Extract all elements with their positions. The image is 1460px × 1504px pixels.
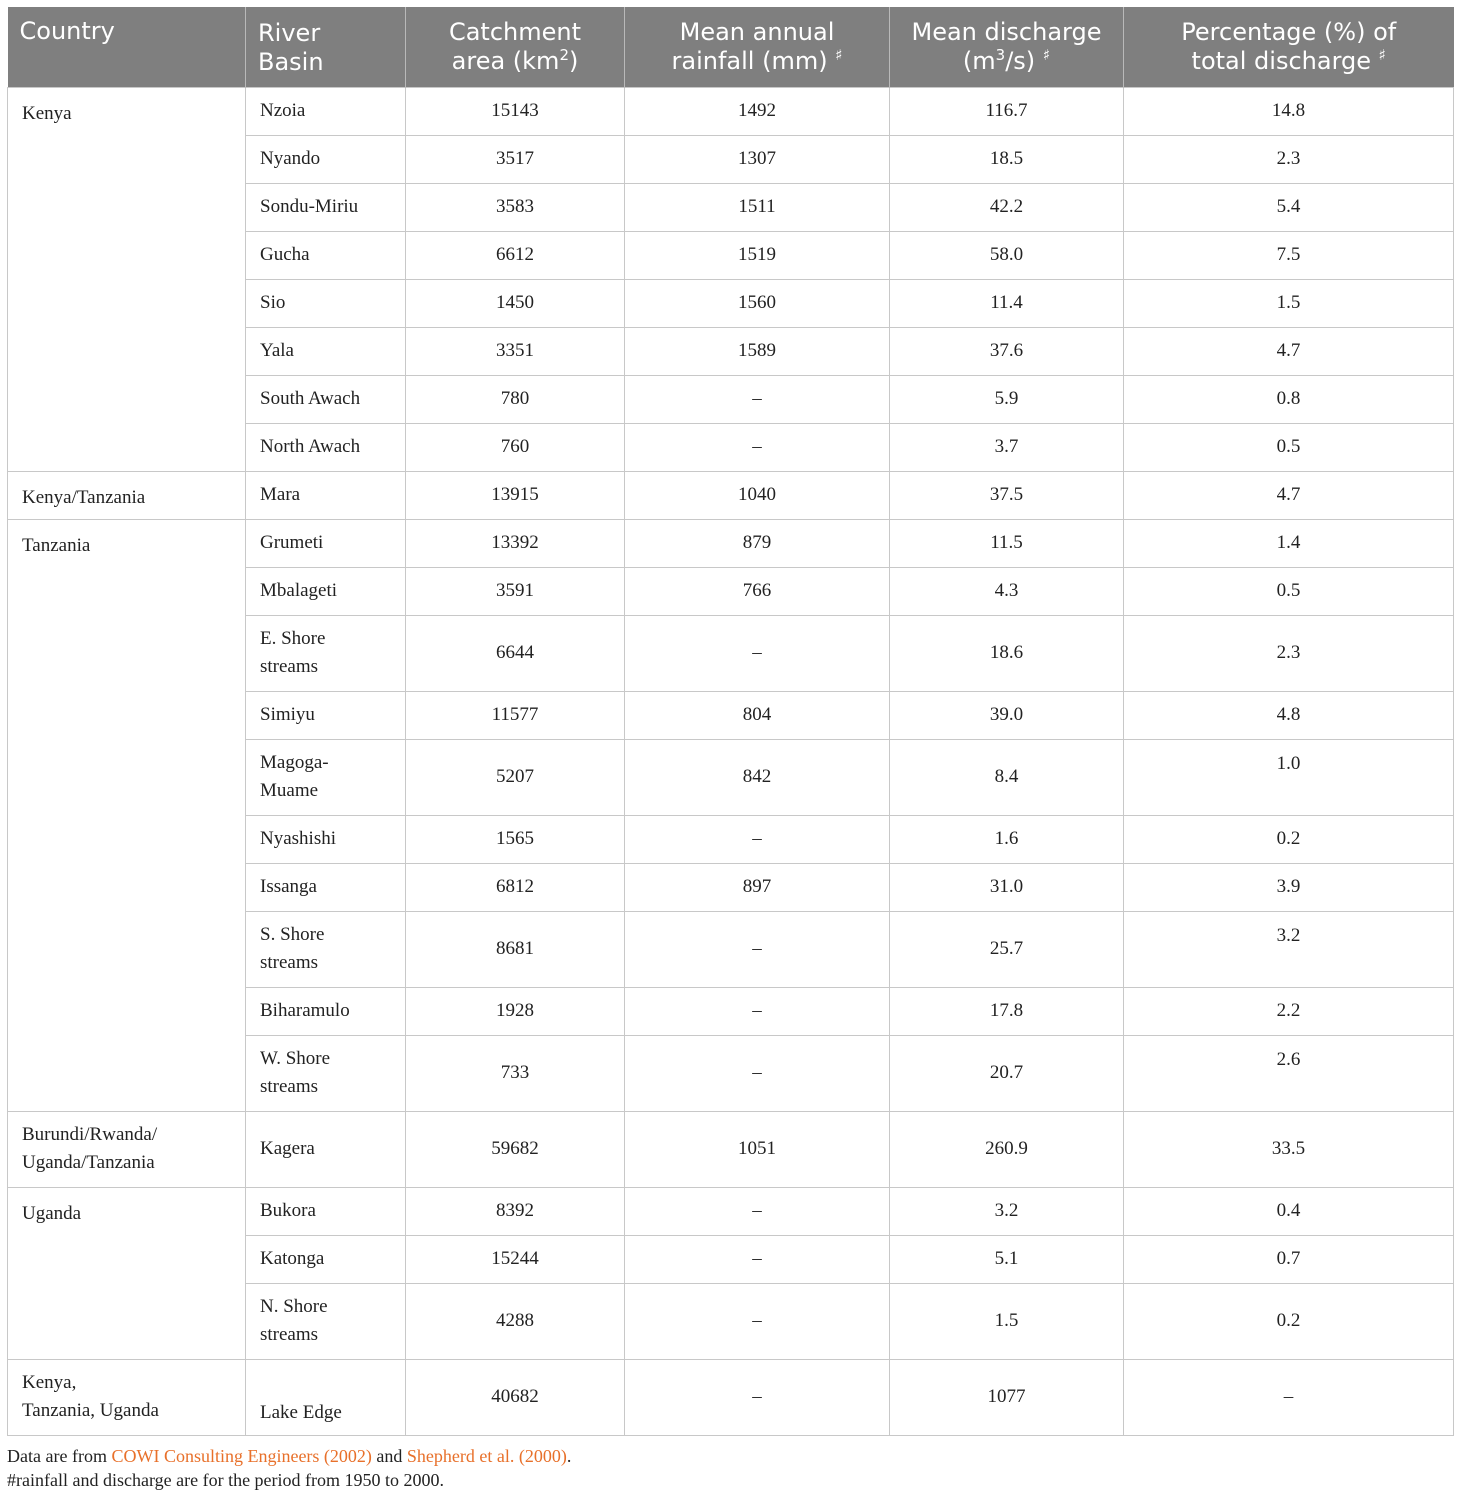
header-mean-discharge: Mean discharge $(m^3/s)$ ♯ (890, 7, 1124, 87)
country-cell: Kenya, Tanzania, Uganda (8, 1359, 246, 1435)
percentage-cell: – (1124, 1359, 1454, 1435)
river-basin-cell: Bukora (246, 1187, 406, 1235)
discharge-cell: 1.5 (890, 1283, 1124, 1359)
discharge-cell: 37.5 (890, 471, 1124, 519)
catchment-area-cell: 8681 (406, 911, 625, 987)
river-basin-cell: Magoga- Muame (246, 739, 406, 815)
rainfall-cell: 1040 (625, 471, 890, 519)
discharge-cell: 42.2 (890, 183, 1124, 231)
rainfall-cell: 897 (625, 863, 890, 911)
rainfall-cell: 1560 (625, 279, 890, 327)
header-river-basin: River Basin (246, 7, 406, 87)
percentage-cell: 2.6 (1124, 1035, 1454, 1111)
catchment-area-cell: 760 (406, 423, 625, 471)
percentage-cell: 3.9 (1124, 863, 1454, 911)
catchment-area-cell: 1450 (406, 279, 625, 327)
river-basin-table (7, 7, 1454, 1436)
percentage-cell: 2.3 (1124, 615, 1454, 691)
percentage-cell: 0.4 (1124, 1187, 1454, 1235)
rainfall-cell: 804 (625, 691, 890, 739)
catchment-area-cell: 780 (406, 375, 625, 423)
river-basin-cell: Sio (246, 279, 406, 327)
percentage-cell: 1.4 (1124, 519, 1454, 567)
discharge-cell: 20.7 (890, 1035, 1124, 1111)
percentage-cell: 0.2 (1124, 815, 1454, 863)
catchment-area-cell: 6644 (406, 615, 625, 691)
percentage-cell: 1.0 (1124, 739, 1454, 815)
table-row (8, 87, 1454, 135)
catchment-area-cell: 3591 (406, 567, 625, 615)
catchment-area-cell: 13915 (406, 471, 625, 519)
discharge-cell: 17.8 (890, 987, 1124, 1035)
catchment-area-cell: 15143 (406, 87, 625, 135)
discharge-cell: 4.3 (890, 567, 1124, 615)
rainfall-cell: – (625, 1187, 890, 1235)
rainfall-cell: 766 (625, 567, 890, 615)
discharge-cell: 37.6 (890, 327, 1124, 375)
country-cell: Kenya (8, 87, 246, 471)
header-mean-annual-rainfall: Mean annual rainfall (mm) ♯ (625, 7, 890, 87)
catchment-area-cell: 13392 (406, 519, 625, 567)
river-basin-cell: Biharamulo (246, 987, 406, 1035)
discharge-cell: 8.4 (890, 739, 1124, 815)
discharge-cell: 1077 (890, 1359, 1124, 1435)
river-basin-cell: Grumeti (246, 519, 406, 567)
discharge-cell: 5.1 (890, 1235, 1124, 1283)
catchment-area-cell: 4288 (406, 1283, 625, 1359)
discharge-cell: 3.7 (890, 423, 1124, 471)
river-basin-cell: Nyashishi (246, 815, 406, 863)
percentage-cell: 7.5 (1124, 231, 1454, 279)
country-cell: Burundi/Rwanda/ Uganda/Tanzania (8, 1111, 246, 1187)
rainfall-cell: – (625, 1359, 890, 1435)
country-cell: Tanzania (8, 519, 246, 1111)
rainfall-cell: 1307 (625, 135, 890, 183)
percentage-cell: 3.2 (1124, 911, 1454, 987)
river-basin-cell: Nzoia (246, 87, 406, 135)
river-basin-cell: North Awach (246, 423, 406, 471)
discharge-cell: 18.5 (890, 135, 1124, 183)
catchment-area-cell: 3351 (406, 327, 625, 375)
discharge-cell: 5.9 (890, 375, 1124, 423)
catchment-area-cell: 15244 (406, 1235, 625, 1283)
rainfall-cell: 1051 (625, 1111, 890, 1187)
discharge-cell: 116.7 (890, 87, 1124, 135)
river-basin-cell: South Awach (246, 375, 406, 423)
rainfall-cell: 1519 (625, 231, 890, 279)
catchment-area-cell: 3517 (406, 135, 625, 183)
river-basin-cell: Nyando (246, 135, 406, 183)
river-basin-cell: Gucha (246, 231, 406, 279)
table-row (8, 1111, 1454, 1187)
rainfall-cell: 1511 (625, 183, 890, 231)
reference-link-shepherd[interactable]: Shepherd et al. (2000) (406, 1445, 567, 1466)
percentage-cell: 0.5 (1124, 567, 1454, 615)
catchment-area-cell: 733 (406, 1035, 625, 1111)
rainfall-cell: – (625, 987, 890, 1035)
river-basin-cell: E. Shore streams (246, 615, 406, 691)
catchment-area-cell: 40682 (406, 1359, 625, 1435)
catchment-area-cell: 1928 (406, 987, 625, 1035)
table-row (8, 471, 1454, 519)
table-header (8, 7, 1454, 87)
catchment-area-cell: 59682 (406, 1111, 625, 1187)
percentage-cell: 4.7 (1124, 471, 1454, 519)
rainfall-cell: 1589 (625, 327, 890, 375)
footnote-sources: Data are from COWI Consulting Engineers (2002) and Shepherd et al. (2000). (7, 1445, 572, 1466)
river-basin-cell: Issanga (246, 863, 406, 911)
discharge-cell: 260.9 (890, 1111, 1124, 1187)
river-basin-cell: Katonga (246, 1235, 406, 1283)
catchment-area-cell: 6612 (406, 231, 625, 279)
rainfall-cell: – (625, 423, 890, 471)
table-row (8, 1359, 1454, 1435)
discharge-cell: 31.0 (890, 863, 1124, 911)
river-basin-cell: N. Shore streams (246, 1283, 406, 1359)
rainfall-cell: – (625, 1283, 890, 1359)
country-cell: Kenya/Tanzania (8, 471, 246, 519)
percentage-cell: 2.3 (1124, 135, 1454, 183)
discharge-cell: 18.6 (890, 615, 1124, 691)
header-catchment-area: Catchment area $(km^2)$ (406, 7, 625, 87)
rainfall-cell: – (625, 911, 890, 987)
rainfall-cell: – (625, 1035, 890, 1111)
catchment-area-cell: 11577 (406, 691, 625, 739)
discharge-cell: 11.5 (890, 519, 1124, 567)
rainfall-cell: – (625, 1235, 890, 1283)
catchment-area-cell: 1565 (406, 815, 625, 863)
percentage-cell: 33.5 (1124, 1111, 1454, 1187)
river-basin-cell: Lake Edge (246, 1359, 406, 1435)
rainfall-cell: 879 (625, 519, 890, 567)
catchment-area-cell: 3583 (406, 183, 625, 231)
discharge-cell: 39.0 (890, 691, 1124, 739)
river-basin-cell: W. Shore streams (246, 1035, 406, 1111)
header-country: Country (8, 7, 246, 87)
catchment-area-cell: 5207 (406, 739, 625, 815)
river-basin-cell: Mara (246, 471, 406, 519)
table-row (8, 1187, 1454, 1235)
table-body (8, 87, 1454, 1435)
footnote-period: #rainfall and discharge are for the period from 1950 to 2000. (7, 1469, 445, 1490)
percentage-cell: 14.8 (1124, 87, 1454, 135)
river-basin-cell: Simiyu (246, 691, 406, 739)
catchment-area-cell: 8392 (406, 1187, 625, 1235)
river-basin-cell: Sondu-Miriu (246, 183, 406, 231)
percentage-cell: 1.5 (1124, 279, 1454, 327)
river-basin-cell: S. Shore streams (246, 911, 406, 987)
rainfall-cell: – (625, 815, 890, 863)
country-cell: Uganda (8, 1187, 246, 1359)
percentage-cell: 5.4 (1124, 183, 1454, 231)
discharge-cell: 11.4 (890, 279, 1124, 327)
percentage-cell: 0.5 (1124, 423, 1454, 471)
percentage-cell: 2.2 (1124, 987, 1454, 1035)
discharge-cell: 25.7 (890, 911, 1124, 987)
river-basin-cell: Mbalageti (246, 567, 406, 615)
header-percentage-total-discharge: Percentage (%) of total discharge ♯ (1124, 7, 1454, 87)
table-container (7, 7, 1453, 1492)
rainfall-cell: 1492 (625, 87, 890, 135)
catchment-area-cell: 6812 (406, 863, 625, 911)
rainfall-cell: – (625, 375, 890, 423)
discharge-cell: 1.6 (890, 815, 1124, 863)
rainfall-cell: 842 (625, 739, 890, 815)
percentage-cell: 4.7 (1124, 327, 1454, 375)
discharge-cell: 3.2 (890, 1187, 1124, 1235)
percentage-cell: 0.2 (1124, 1283, 1454, 1359)
percentage-cell: 0.8 (1124, 375, 1454, 423)
rainfall-cell: – (625, 615, 890, 691)
reference-link-cowi[interactable]: COWI Consulting Engineers (2002) (111, 1445, 372, 1466)
river-basin-cell: Yala (246, 327, 406, 375)
table-footnotes (7, 1444, 1453, 1492)
table-row (8, 519, 1454, 567)
discharge-cell: 58.0 (890, 231, 1124, 279)
percentage-cell: 0.7 (1124, 1235, 1454, 1283)
percentage-cell: 4.8 (1124, 691, 1454, 739)
river-basin-cell: Kagera (246, 1111, 406, 1187)
